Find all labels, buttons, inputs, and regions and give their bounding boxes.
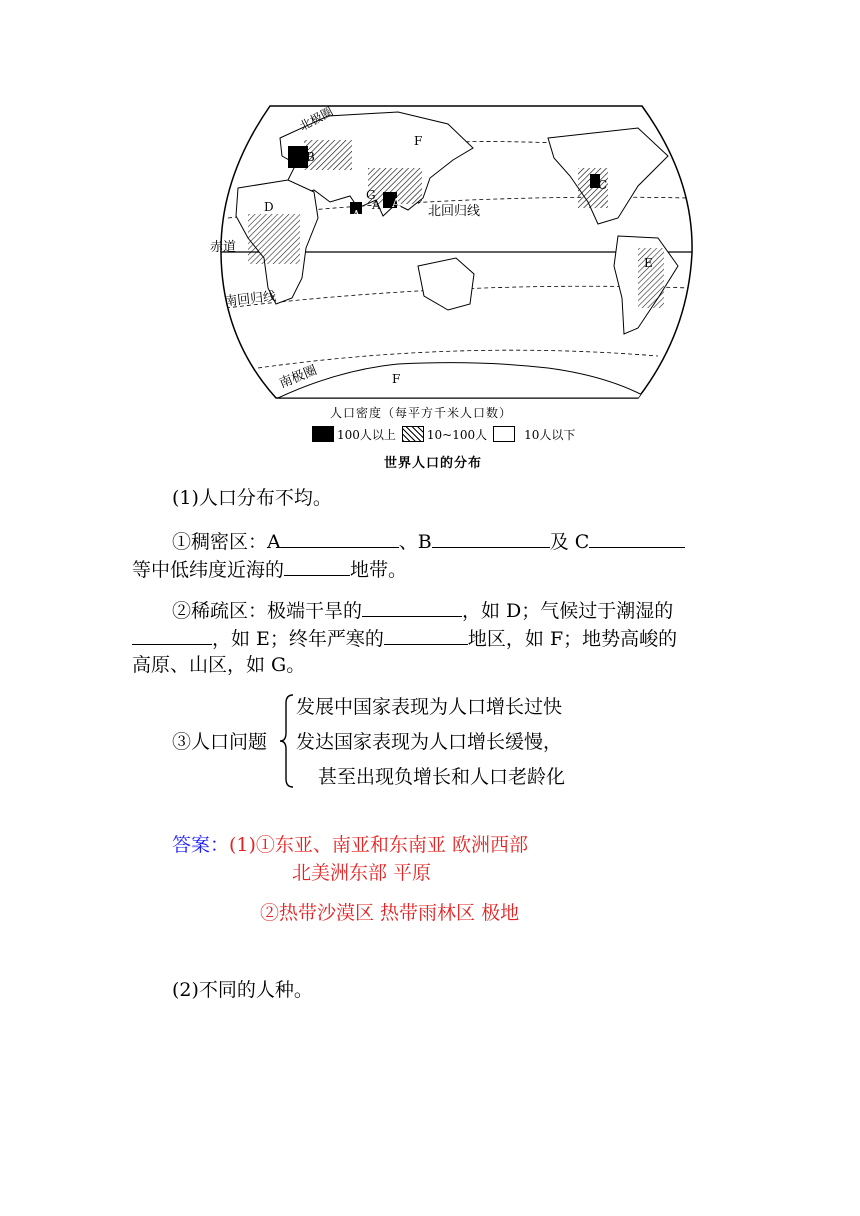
problem-label: ③人口问题 [172,731,268,753]
answer-text-1: (1)①东亚、南亚和东南亚 欧洲西部 [229,834,528,856]
q2-heading: (2)不同的人种。 [172,979,313,1001]
sparse-1b: ，如 D；气候过于潮湿的 [462,600,674,622]
sparse-line-3: 高原、山区，如 G。 [132,654,306,676]
blank-b [432,525,550,548]
answer-line-3: ②热带沙漠区 热带雨林区 极地 [260,902,520,924]
arctic-circle-label: 北极圈 [297,104,336,134]
region-label-e: E [644,256,653,270]
equator-label: 赤道 [210,240,237,255]
blank-a [281,525,399,548]
tropic-capricorn-label: 南回归线 [223,289,277,310]
tropic-cancer-label: 北回归线 [428,204,481,219]
blank-rainforest [132,622,212,645]
blank-desert [362,594,462,617]
legend [312,425,575,443]
dense-b-text: 、B [398,531,432,553]
sparse-1a: ②稀疏区：极端干旱的 [172,600,363,622]
region-label-f2: F [392,372,401,386]
problem-item-1: 发展中国家表现为人口增长过快 [296,696,563,718]
dense-c-text: 及 C [549,531,590,553]
sparse-2a: ，如 E；终年严寒的 [212,628,384,650]
region-label-b: B [306,150,315,164]
region-label-g: G [366,188,376,202]
problem-item-3: 甚至出现负增长和人口老龄化 [318,766,566,788]
map-graphic [218,98,694,410]
blank-c [589,525,685,548]
legend-swatch-medium [402,426,424,442]
blank-terrain [284,553,350,576]
dense-line2-text: 等中低纬度近海的 [132,559,285,581]
region-label-f1: F [414,134,423,148]
legend-label-sparse: 10人以下 [524,427,576,442]
dense-end-text: 地带。 [350,559,408,581]
q1-heading: (1)人口分布不均。 [172,487,332,509]
answer-line-1 [172,830,528,860]
legend-swatch-dense [312,426,334,442]
dense-line-2 [132,553,407,585]
region-label-c: C [598,178,608,192]
legend-label-medium: 10~100人 [426,427,488,442]
region-label-d: D [264,200,274,214]
region-label-a3: A [392,196,401,210]
brace-icon [278,693,294,789]
region-label-a1: A [352,208,361,222]
legend-swatch-sparse [493,426,515,442]
legend-title: 人口密度（每平方千米人口数） [330,406,513,420]
answer-label: 答案： [172,834,230,856]
legend-label-dense: 100人以上 [337,427,396,442]
dense-a-text: ①稠密区：A [172,531,281,553]
region-label-a2: A [372,198,381,212]
blank-polar [384,622,468,645]
problem-item-2: 发达国家表现为人口增长缓慢， [296,731,563,753]
sparse-2b: 地区，如 F；地势高峻的 [467,628,678,650]
antarctic-circle-label: 南极圈 [277,363,320,392]
map-caption: 世界人口的分布 [384,456,483,471]
world-population-map [210,98,694,410]
answer-line-2: 北美洲东部 平原 [292,862,432,884]
mid-africa [248,214,300,264]
